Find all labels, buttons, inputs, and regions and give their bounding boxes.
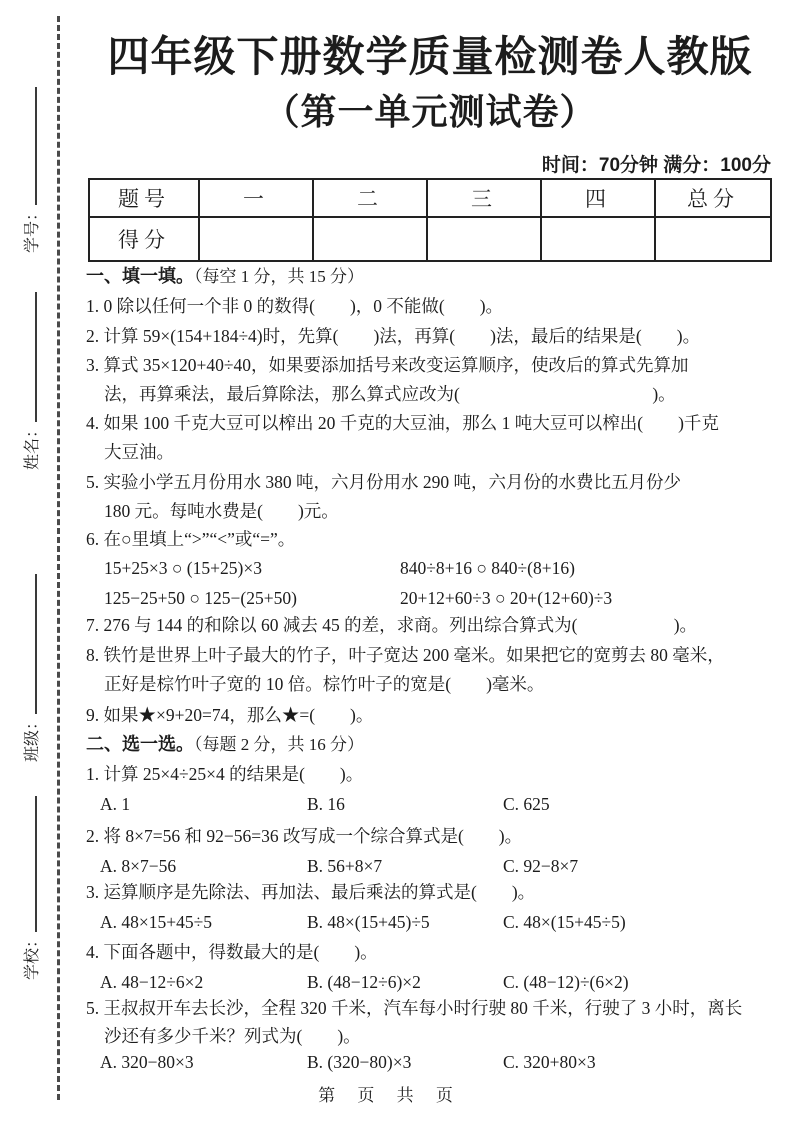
section-1-heading-label: 一、填一填。 bbox=[86, 266, 194, 286]
q1-option-a: A. 1 bbox=[100, 794, 131, 814]
q1-option-b: B. 16 bbox=[307, 794, 345, 814]
q4-fill-line1: 4. 如果 100 千克大豆可以榨出 20 千克的大豆油，那么 1 吨大豆可以榨出( )千克 bbox=[86, 413, 719, 433]
score-table-col-total: 总分 bbox=[655, 179, 771, 217]
q2-option-a: A. 8×7−56 bbox=[100, 856, 177, 876]
q5-fill-line2: 180 元。每吨水费是( )元。 bbox=[104, 501, 339, 521]
score-table-col-4: 四 bbox=[541, 179, 655, 217]
q3-fill-line1: 3. 算式 35×120+40÷40，如果要添加括号来改变运算顺序，使改后的算式先算加 bbox=[86, 355, 689, 375]
seal-field-blank-line bbox=[16, 796, 37, 932]
score-cell bbox=[313, 217, 427, 261]
q2-option-c: C. 92−8×7 bbox=[503, 856, 579, 876]
q5-option-b: B. (320−80)×3 bbox=[307, 1052, 412, 1072]
q9-fill: 9. 如果★×9+20=74，那么★=( )。 bbox=[86, 705, 374, 725]
q3-fill-line2: 法，再算乘法，最后算除法，那么算式应改为( )。 bbox=[104, 384, 676, 404]
section-2-heading-note: （每题 2 分，共 16 分） bbox=[194, 735, 364, 754]
q6-compare-1-left: 15+25×3 ○ (15+25)×3 bbox=[104, 558, 262, 578]
q2-choice-options bbox=[86, 854, 778, 878]
q6-compare-2-right: 20+12+60÷3 ○ 20+(12+60)÷3 bbox=[400, 588, 613, 608]
paper-title: 四年级下册数学质量检测卷人教版 bbox=[107, 33, 753, 80]
section-2-heading bbox=[86, 732, 778, 757]
score-table-col-3: 三 bbox=[427, 179, 541, 217]
q4-choice-options bbox=[86, 970, 778, 994]
q5-fill-line1: 5. 实验小学五月份用水 380 吨，六月份用水 290 吨，六月份的水费比五月份少 bbox=[86, 472, 681, 492]
q7-fill: 7. 276 与 144 的和除以 60 减去 45 的差，求商。列出综合算式为( )。 bbox=[86, 615, 698, 635]
seal-field-name bbox=[16, 292, 50, 470]
q2-choice-stem: 2. 将 8×7=56 和 92−56=36 改写成一个综合算式是( )。 bbox=[86, 826, 523, 846]
q4-choice-stem: 4. 下面各题中，得数最大的是( )。 bbox=[86, 942, 378, 962]
q5-choice-stem-line1: 5. 王叔叔开车去长沙，全程 320 千米，汽车每小时行驶 80 千米，行驶了 3 小时，离长 bbox=[86, 998, 743, 1018]
q1-choice-stem: 1. 计算 25×4÷25×4 的结果是( )。 bbox=[86, 764, 364, 784]
score-cell bbox=[427, 217, 541, 261]
seal-field-label: 学号： bbox=[24, 204, 41, 253]
q3-choice-options bbox=[86, 910, 778, 934]
score-table bbox=[88, 178, 772, 262]
q6-compare-row-1 bbox=[86, 556, 778, 580]
score-table-row-label: 题号 bbox=[89, 179, 199, 217]
section-2-heading-label: 二、选一选。 bbox=[86, 734, 194, 754]
score-table-score-label: 得分 bbox=[89, 217, 199, 261]
q2-fill: 2. 计算 59×(154+184÷4)时，先算( )法，再算( )法，最后的结果是( )。 bbox=[86, 326, 701, 346]
seal-field-blank-line bbox=[16, 574, 37, 714]
page-footer: 第 页 共 页 bbox=[318, 1086, 462, 1105]
seal-field-label: 班级： bbox=[24, 713, 41, 762]
q6-compare-1-right: 840÷8+16 ○ 840÷(8+16) bbox=[400, 558, 575, 578]
seal-dashed-line bbox=[57, 16, 60, 1100]
q4-fill-line2: 大豆油。 bbox=[104, 442, 174, 462]
q1-choice-options bbox=[86, 792, 778, 816]
q2-option-b: B. 56+8×7 bbox=[307, 856, 383, 876]
q3-choice-stem: 3. 运算顺序是先除法、再加法、最后乘法的算式是( )。 bbox=[86, 882, 536, 902]
q5-option-a: A. 320−80×3 bbox=[100, 1052, 194, 1072]
q6-fill-stem: 6. 在○里填上“>”“<”或“=”。 bbox=[86, 529, 296, 549]
time-and-score-info: 时间：70分钟 满分：100分 bbox=[541, 155, 771, 176]
q5-choice-stem-line2: 沙还有多少千米？列式为( )。 bbox=[104, 1026, 361, 1046]
q6-compare-2-left: 125−25+50 ○ 125−(25+50) bbox=[104, 588, 297, 608]
score-cell bbox=[541, 217, 655, 261]
q1-option-c: C. 625 bbox=[503, 794, 550, 814]
q4-option-b: B. (48−12÷6)×2 bbox=[307, 972, 421, 992]
q4-option-c: C. (48−12)÷(6×2) bbox=[503, 972, 629, 992]
seal-field-blank-line bbox=[16, 292, 37, 422]
paper-subtitle: （第一单元测试卷） bbox=[263, 91, 597, 132]
seal-field-school bbox=[16, 796, 50, 980]
q3-option-a: A. 48×15+45÷5 bbox=[100, 912, 212, 932]
section-1-heading bbox=[86, 264, 778, 289]
section-1-heading-note: （每空 1 分，共 15 分） bbox=[194, 267, 364, 286]
seal-field-label: 学校： bbox=[24, 931, 41, 980]
q4-option-a: A. 48−12÷6×2 bbox=[100, 972, 204, 992]
q3-option-b: B. 48×(15+45)÷5 bbox=[307, 912, 430, 932]
score-cell bbox=[655, 217, 771, 261]
q8-fill-line2: 正好是棕竹叶子宽的 10 倍。棕竹叶子的宽是( )毫米。 bbox=[104, 674, 545, 694]
q3-option-c: C. 48×(15+45÷5) bbox=[503, 912, 626, 932]
q1-fill: 1. 0 除以任何一个非 0 的数得( )，0 不能做( )。 bbox=[86, 296, 504, 316]
q5-option-c: C. 320+80×3 bbox=[503, 1052, 596, 1072]
q6-compare-row-2 bbox=[86, 586, 778, 610]
score-table-col-2: 二 bbox=[313, 179, 427, 217]
q5-choice-options bbox=[86, 1050, 778, 1074]
q8-fill-line1: 8. 铁竹是世界上叶子最大的竹子，叶子宽达 200 毫米。如果把它的宽剪去 80 毫米， bbox=[86, 645, 725, 665]
seal-field-class bbox=[16, 574, 50, 762]
seal-field-blank-line bbox=[16, 87, 37, 205]
seal-field-student-id bbox=[16, 87, 50, 253]
score-cell bbox=[199, 217, 313, 261]
seal-field-label: 姓名： bbox=[24, 421, 41, 470]
score-table-col-1: 一 bbox=[199, 179, 313, 217]
